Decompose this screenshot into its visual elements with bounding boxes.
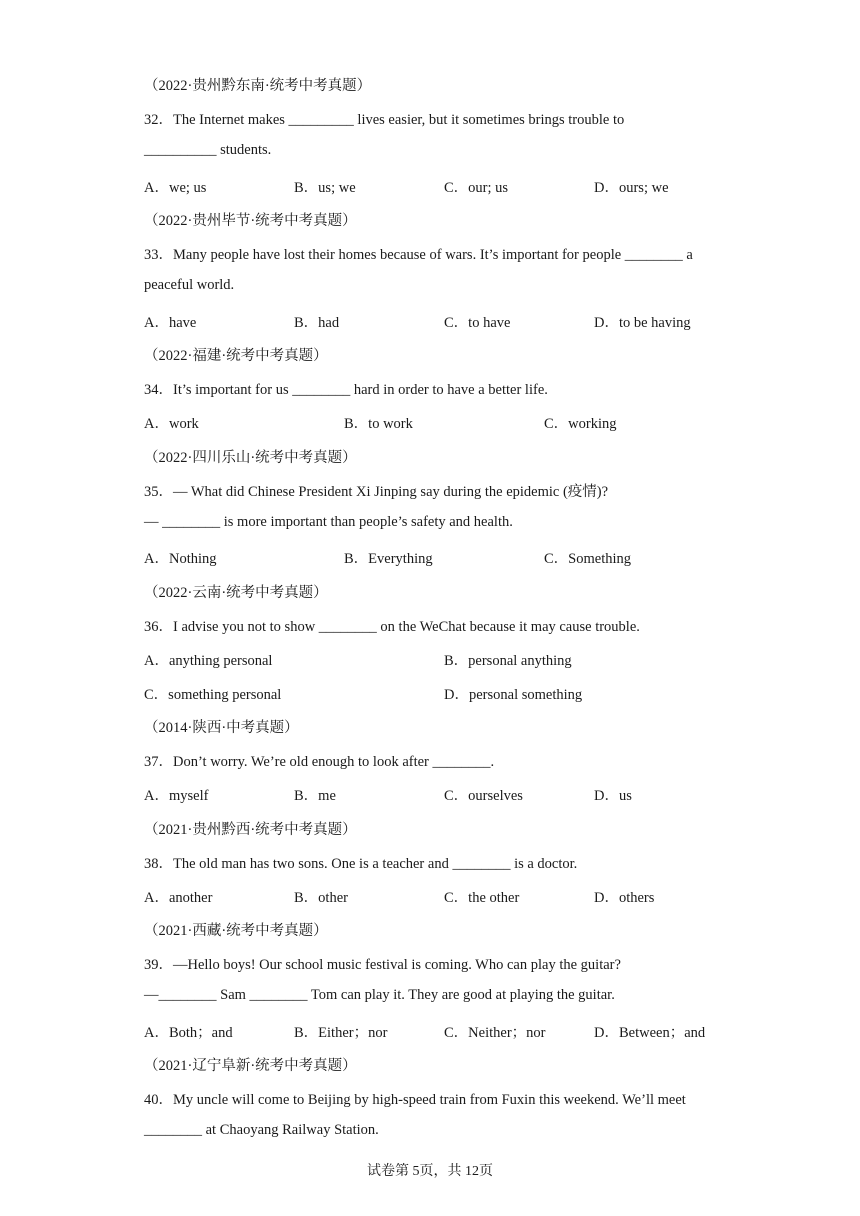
question-number: 38．	[144, 856, 173, 872]
question-number: 39．	[144, 957, 173, 973]
question-36-option-d[interactable]: D．personal something	[444, 687, 583, 703]
question-39-stem-line-2: —________ Sam ________ Tom can play it. They are good at playing the guitar.	[144, 987, 615, 1003]
question-number: 37．	[144, 754, 173, 770]
question-32-option-d[interactable]: D．ours; we	[594, 180, 669, 196]
question-33-option-c[interactable]: C．to have	[444, 315, 511, 331]
question-37-option-b[interactable]: B．me	[294, 788, 336, 804]
question-35-stem-line-2: — ________ is more important than people’s safety and health.	[144, 514, 513, 530]
question-36-source: （2022·云南·统考中考真题）	[144, 585, 328, 601]
question-38-option-a[interactable]: A．another	[144, 890, 213, 906]
question-37-source: （2014·陕西·中考真题）	[144, 720, 299, 736]
question-number: 40．	[144, 1092, 173, 1108]
question-39-stem	[144, 953, 621, 974]
question-32-stem-line-2: __________ students.	[144, 142, 272, 158]
question-40-stem-line-2: ________ at Chaoyang Railway Station.	[144, 1122, 379, 1138]
page-footer: 试卷第 5页，共 12页	[367, 1164, 493, 1179]
question-40-stem	[144, 1088, 686, 1109]
question-36-option-b[interactable]: B．personal anything	[444, 653, 572, 669]
question-32-option-c[interactable]: C．our; us	[444, 180, 509, 196]
question-33-option-b[interactable]: B．had	[294, 315, 340, 331]
question-34-option-a[interactable]: A．work	[144, 416, 199, 432]
question-33-option-a[interactable]: A．have	[144, 315, 197, 331]
question-34-stem	[144, 378, 548, 399]
question-number: 34．	[144, 382, 173, 398]
question-33-stem-line-2: peaceful world.	[144, 277, 235, 293]
question-36-stem	[144, 615, 640, 636]
question-38-option-d[interactable]: D．others	[594, 890, 655, 906]
question-34-source: （2022·福建·统考中考真题）	[144, 348, 328, 364]
question-35-source: （2022·四川乐山·统考中考真题）	[144, 450, 357, 466]
question-33-source: （2022·贵州毕节·统考中考真题）	[144, 213, 357, 229]
question-37-option-a[interactable]: A．myself	[144, 788, 209, 804]
question-36-option-c[interactable]: C．something personal	[144, 687, 282, 703]
question-35-option-a[interactable]: A．Nothing	[144, 551, 217, 567]
question-40-source: （2021·辽宁阜新·统考中考真题）	[144, 1058, 357, 1074]
question-stem-line: The old man has two sons. One is a teacher and ________ is a doctor.	[173, 856, 578, 872]
question-39-option-b[interactable]: B．Either；nor	[294, 1025, 388, 1041]
question-39-option-d[interactable]: D．Between；and	[594, 1025, 706, 1041]
question-number: 33．	[144, 247, 173, 263]
question-stem-line: Don’t worry. We’re old enough to look after ________.	[173, 754, 495, 770]
question-38-option-b[interactable]: B．other	[294, 890, 348, 906]
question-39-option-a[interactable]: A．Both；and	[144, 1025, 233, 1041]
question-34-option-c[interactable]: C．working	[544, 416, 617, 432]
question-38-option-c[interactable]: C．the other	[444, 890, 520, 906]
question-37-option-d[interactable]: D．us	[594, 788, 632, 804]
question-35-stem	[144, 480, 608, 501]
question-35-option-b[interactable]: B．Everything	[344, 551, 433, 567]
question-stem-line: It’s important for us ________ hard in order to have a better life.	[173, 382, 548, 398]
question-35-option-c[interactable]: C．Something	[544, 551, 632, 567]
question-32-source: （2022·贵州黔东南·统考中考真题）	[144, 78, 372, 94]
question-36-option-a[interactable]: A．anything personal	[144, 653, 273, 669]
question-37-stem	[144, 750, 494, 771]
question-stem-line: I advise you not to show ________ on the WeChat because it may cause trouble.	[173, 619, 640, 635]
question-number: 32．	[144, 112, 173, 128]
question-32-option-a[interactable]: A．we; us	[144, 180, 207, 196]
question-number: 35．	[144, 484, 173, 500]
question-stem-line: — What did Chinese President Xi Jinping say during the epidemic (疫情)?	[173, 484, 609, 500]
question-33-option-d[interactable]: D．to be having	[594, 315, 691, 331]
question-32-stem	[144, 108, 624, 129]
question-stem-line: The Internet makes _________ lives easier, but it sometimes brings trouble to	[173, 112, 625, 128]
question-39-option-c[interactable]: C．Neither；nor	[444, 1025, 546, 1041]
question-stem-line: —Hello boys! Our school music festival is coming. Who can play the guitar?	[173, 957, 621, 973]
question-32-option-b[interactable]: B．us; we	[294, 180, 356, 196]
question-34-option-b[interactable]: B．to work	[344, 416, 413, 432]
question-38-source: （2021·贵州黔西·统考中考真题）	[144, 822, 357, 838]
question-number: 36．	[144, 619, 173, 635]
question-33-stem	[144, 243, 693, 264]
question-37-option-c[interactable]: C．ourselves	[444, 788, 523, 804]
question-39-source: （2021·西藏·统考中考真题）	[144, 923, 328, 939]
question-38-stem	[144, 852, 577, 873]
question-stem-line: Many people have lost their homes because of wars. It’s important for people ________ a	[173, 247, 693, 263]
question-stem-line: My uncle will come to Beijing by high-speed train from Fuxin this weekend. We’ll meet	[173, 1092, 686, 1108]
